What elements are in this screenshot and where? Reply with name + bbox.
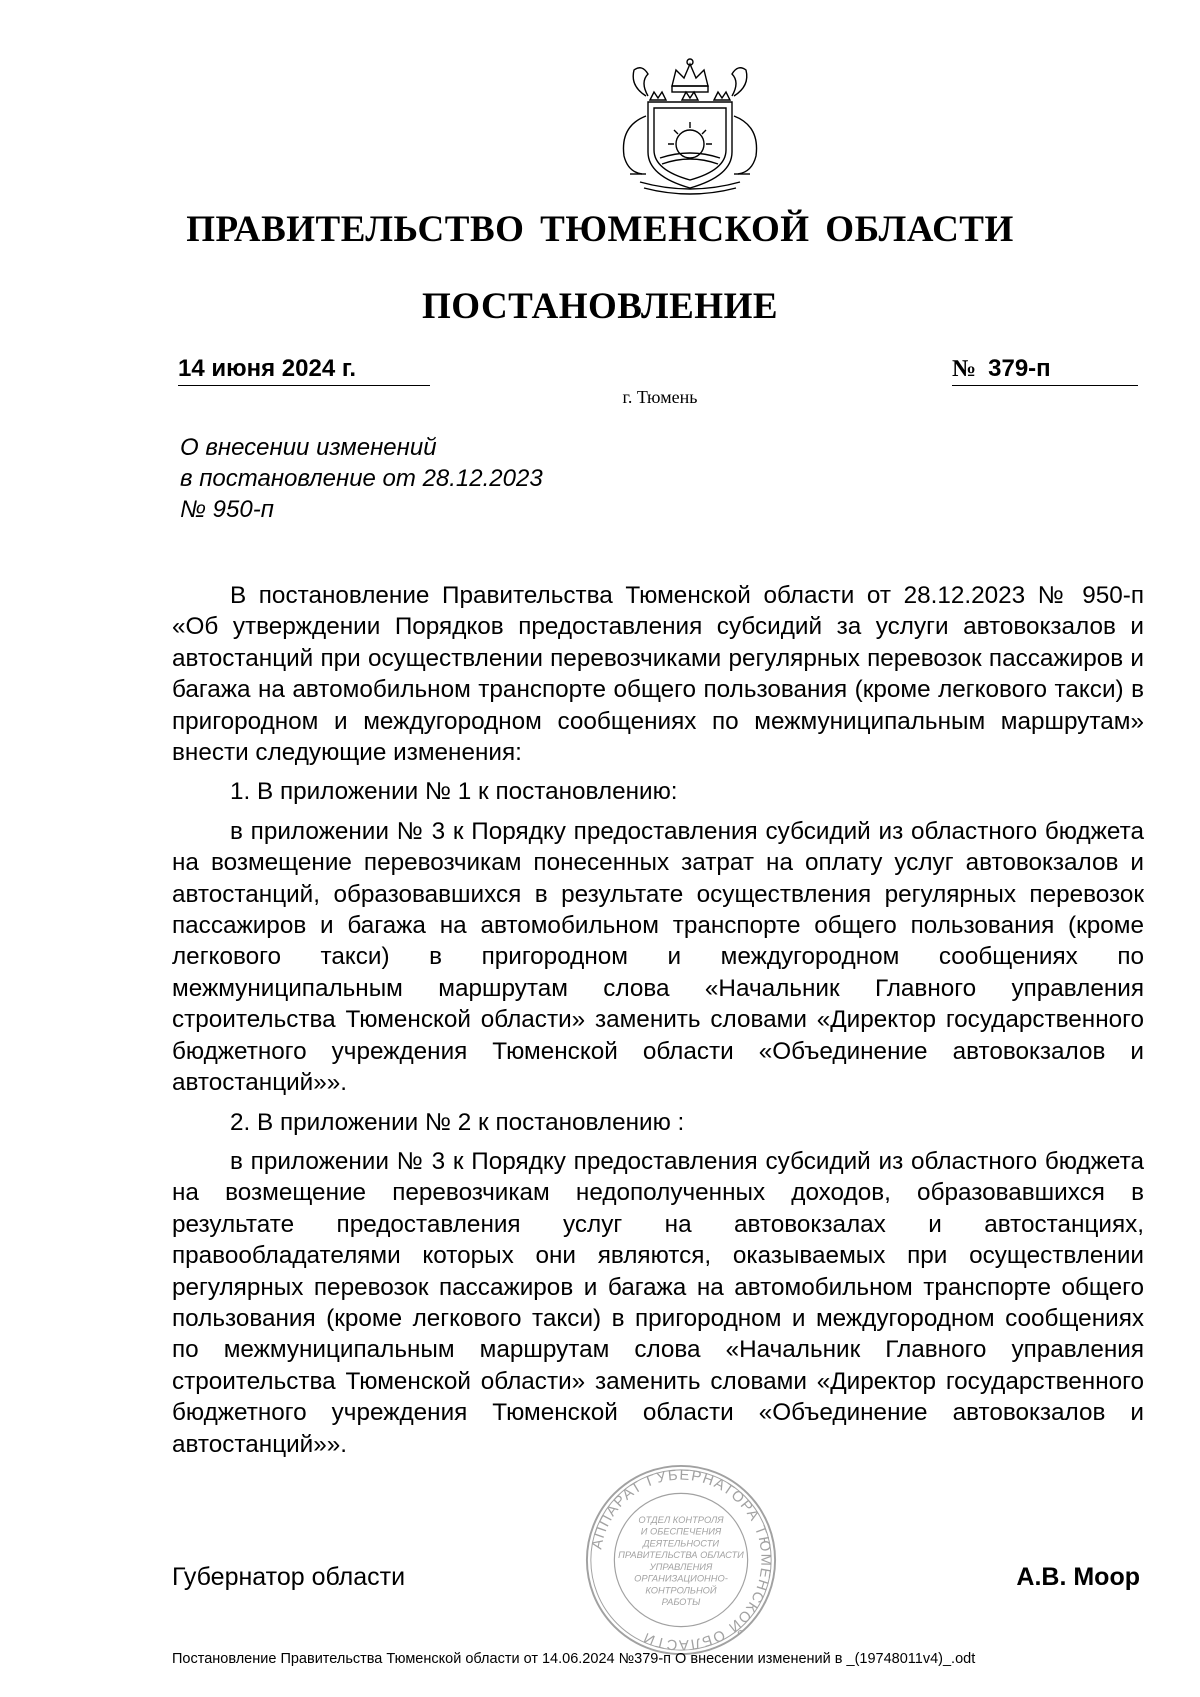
subject-line: № 950-п [180,496,274,523]
city-label: г. Тюмень [622,387,698,407]
svg-text:ОТДЕЛ КОНТРОЛЯ: ОТДЕЛ КОНТРОЛЯ [638,1514,724,1525]
svg-text:АППАРАТ ГУБЕРНАТОРА ТЮМЕНСКОЙ: АППАРАТ ГУБЕРНАТОРА ТЮМЕНСКОЙ ОБЛАСТИ [589,1467,774,1653]
document-date: 14 июня 2024 г. [178,355,430,386]
svg-text:УПРАВЛЕНИЯ: УПРАВЛЕНИЯ [649,1561,713,1572]
subject-line: О внесении изменений [180,434,437,461]
document-subject [180,432,700,525]
svg-text:ДЕЯТЕЛЬНОСТИ: ДЕЯТЕЛЬНОСТИ [642,1538,720,1549]
svg-text:РАБОТЫ: РАБОТЫ [661,1597,701,1608]
subject-line: в постановление от 28.12.2023 [180,465,543,492]
coat-of-arms-icon [590,56,790,196]
document-type-title: ПОСТАНОВЛЕНИЕ [421,286,779,327]
signatory-title: Губернатор области [172,1563,406,1591]
body-paragraph: 2. В приложении № 2 к постановлению : [230,1108,685,1136]
number-sign: № [952,356,977,382]
svg-text:КОНТРОЛЬНОЙ: КОНТРОЛЬНОЙ [645,1585,717,1596]
body-paragraph: в приложении № 3 к Порядку предоставления субсидий из областного бюджета на возмещение перевозчикам понесенных затрат на оплату услуг автовокзалов и автостанций, образовавшихся в результате осуществления регулярных перевозок пассажиров и багажа на автомобильном транспорте общего пользования (кроме легкового такси) в пригородном и междугородном сообщениях по межмуниципальным маршрутам слова «Начальник Главного управления строительства Тюменской области» заменить словами «Директор государственного бюджетного учреждения Тюменской области «Объединение автовокзалов и автостанций»». [172,817,1144,1097]
government-title: ПРАВИТЕЛЬСТВО ТЮМЕНСКОЙ ОБЛАСТИ [186,209,1014,250]
body-paragraph: в приложении № 3 к Порядку предоставления субсидий из областного бюджета на возмещение перевозчикам недополученных доходов, образовавшихся в результате предоставления услуг на автовокзалах и автостанциях, правообладателями которых они являются, оказываемых при осуществлении регулярных перевозок пассажиров и багажа на автомобильном транспорте общего пользования (кроме легкового такси) в пригородном и междугородном сообщениях по межмуниципальным маршрутам слова «Начальник Главного управления строительства Тюменской области» заменить словами «Директор государственного бюджетного учреждения Тюменской области «Объединение автовокзалов и автостанций»». [172,1147,1144,1458]
svg-text:ПРАВИТЕЛЬСТВА ОБЛАСТИ: ПРАВИТЕЛЬСТВА ОБЛАСТИ [618,1550,744,1561]
body-paragraph: 1. В приложении № 1 к постановлению: [230,778,678,806]
official-stamp-icon [583,1462,779,1658]
document-number-field [952,355,1138,386]
document-body [172,580,1144,1468]
body-paragraph: В постановление Правительства Тюменской области от 28.12.2023 № 950-п «Об утверждении Порядков предоставления субсидий за услуги автовокзалов и автостанций при осуществлении перевозчиками регулярных перевозок пассажиров и багажа на автомобильном транспорте общего пользования (кроме легкового такси) в пригородном и междугородном сообщениях по межмуниципальным маршрутам» внести следующие изменения: [172,582,1144,767]
document-number: 379-п [988,355,1051,382]
svg-text:И ОБЕСПЕЧЕНИЯ: И ОБЕСПЕЧЕНИЯ [640,1526,722,1537]
document-footer: Постановление Правительства Тюменской области от 14.06.2024 №379-п О внесении изменений в _(19748011v4)_.odt [172,1651,976,1667]
svg-text:ОРГАНИЗАЦИОННО-: ОРГАНИЗАЦИОННО- [634,1573,728,1584]
signatory-name: А.В. Моор [1016,1563,1140,1591]
